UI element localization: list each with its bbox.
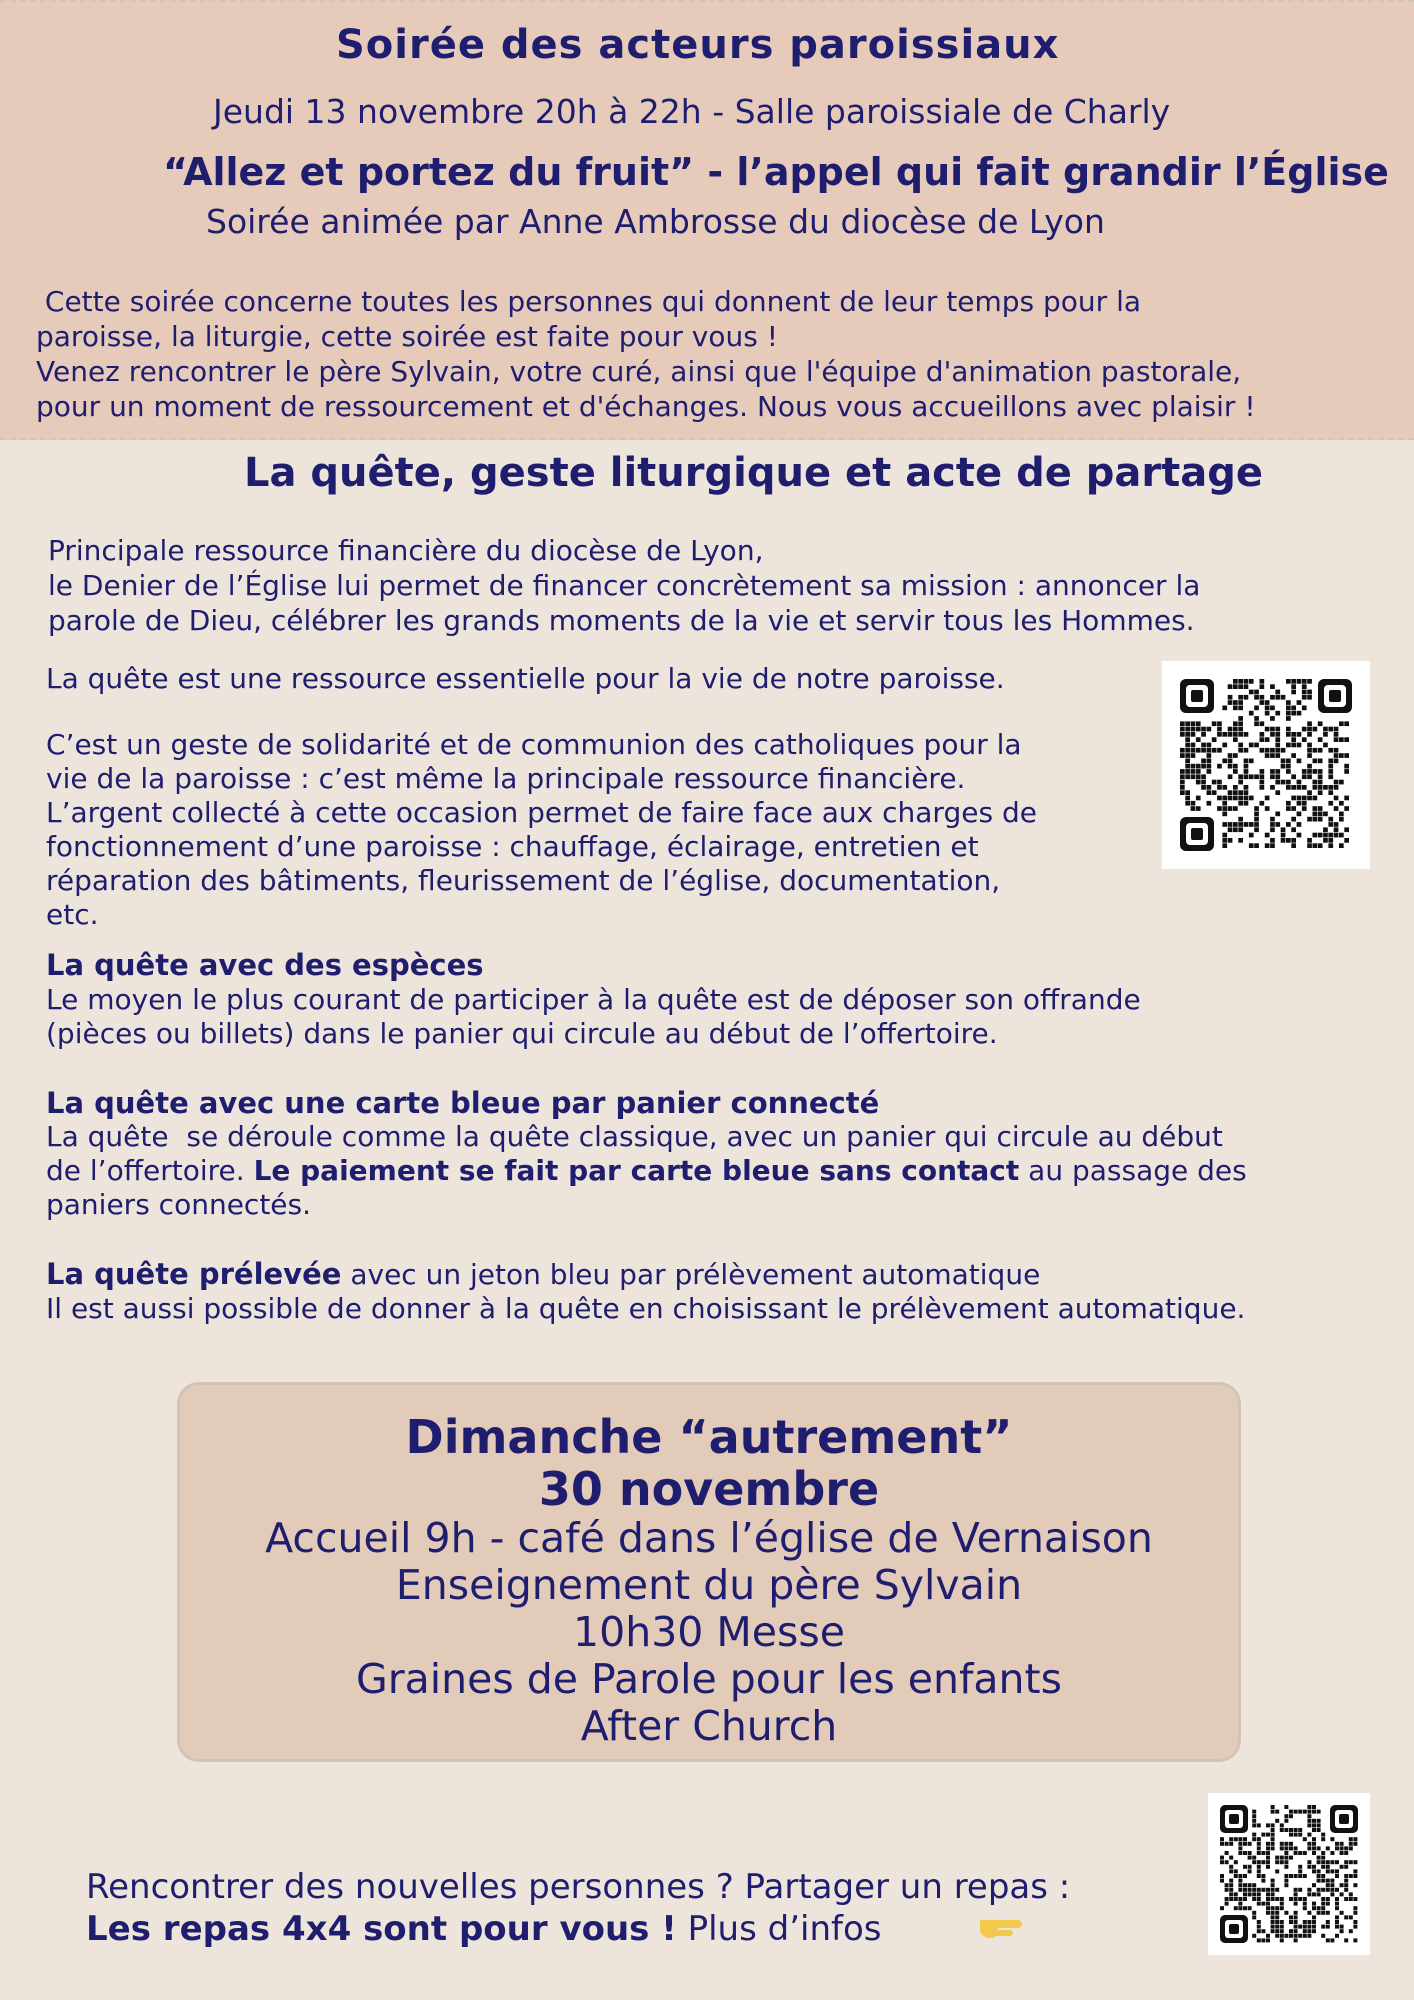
denier-line: parole de Dieu, célébrer les grands moments de la vie et servir tous les Hommes. [48, 604, 1195, 637]
dimanche-date: 30 novembre [538, 1462, 880, 1516]
dimanche-line: 10h30 Messe [573, 1608, 845, 1656]
solidarite-line: C’est un geste de solidarité et de communion des catholiques pour la [46, 728, 1022, 761]
solidarite-line: fonctionnement d’une paroisse : chauffage, éclairage, entretien et [46, 830, 979, 863]
prelevee-paragraph [46, 1257, 1245, 1326]
footer-line1: Rencontrer des nouvelles personnes ? Partager un repas : [86, 1867, 1071, 1907]
carte-line: La quête se déroule comme la quête classique, avec un panier qui circule au début [46, 1120, 1223, 1153]
carte-title: La quête avec une carte bleue par panier connecté [46, 1086, 880, 1120]
soiree-line: pour un moment de ressourcement et d'échanges. Nous vous accueillons avec plaisir ! [36, 390, 1256, 423]
footer-text [86, 1866, 1070, 1950]
soiree-line: Cette soirée concerne toutes les personnes qui donnent de leur temps pour la [36, 285, 1142, 318]
dimanche-box [177, 1382, 1241, 1762]
carte-line-start: de l’offertoire. [46, 1154, 254, 1187]
qr-code-icon[interactable] [1208, 1793, 1370, 1955]
quete-title: La quête, geste liturgique et acte de partage [244, 450, 1263, 496]
prelevee-title: La quête prélevée [46, 1257, 342, 1291]
especes-paragraph [46, 983, 1141, 1051]
soiree-title: Soirée des acteurs paroissiaux [336, 22, 1060, 68]
essentielle-text: La quête est une ressource essentielle pour la vie de notre paroisse. [46, 662, 1005, 695]
solidarite-line: L’argent collecté à cette occasion permet de faire face aux charges de [46, 796, 1037, 829]
denier-paragraph [48, 533, 1200, 638]
dimanche-line: After Church [580, 1702, 838, 1750]
solidarite-paragraph [46, 728, 1037, 932]
soiree-line: paroisse, la liturgie, cette soirée est faite pour vous ! [36, 320, 778, 353]
footer-bold: Les repas 4x4 sont pour vous ! [86, 1909, 677, 1949]
dimanche-line: Graines de Parole pour les enfants [356, 1655, 1062, 1703]
footer-line2 [86, 1908, 1070, 1950]
especes-line: (pièces ou billets) dans le panier qui circule au début de l’offertoire. [46, 1017, 998, 1050]
carte-line: paniers connectés. [46, 1188, 312, 1221]
carte-line [46, 1154, 1247, 1188]
prelevee-line: Il est aussi possible de donner à la quête en choisissant le prélèvement automatique. [46, 1292, 1246, 1325]
footer-more-info[interactable]: Plus d’infos [676, 1909, 882, 1949]
soiree-line: Venez rencontrer le père Sylvain, votre curé, ainsi que l'équipe d'animation pastorale, [36, 355, 1242, 388]
carte-line-bold: Le paiement se fait par carte bleue sans contact [253, 1154, 1020, 1187]
soiree-theme: “Allez et portez du fruit” - l’appel qui fait grandir l’Église [163, 150, 1389, 194]
carte-line-end: au passage des [1019, 1154, 1247, 1187]
pointing-hand-icon [978, 1906, 1024, 1944]
denier-line: le Denier de l’Église lui permet de financer concrètement sa mission : annoncer la [48, 569, 1201, 602]
prelevee-title-rest: avec un jeton bleu par prélèvement automatique [341, 1258, 1041, 1291]
soiree-date: Jeudi 13 novembre 20h à 22h - Salle paroissiale de Charly [213, 92, 1171, 131]
prelevee-heading [46, 1257, 1245, 1292]
solidarite-line: vie de la paroisse : c’est même la principale ressource financière. [46, 762, 966, 795]
solidarite-line: etc. [46, 898, 99, 931]
carte-paragraph [46, 1120, 1247, 1222]
qr-code-icon[interactable] [1162, 661, 1370, 869]
solidarite-line: réparation des bâtiments, fleurissement de l’église, documentation, [46, 864, 1001, 897]
denier-line: Principale ressource financière du diocèse de Lyon, [48, 534, 764, 567]
especes-title: La quête avec des espèces [46, 948, 484, 982]
soiree-description [36, 284, 1256, 424]
dimanche-title: Dimanche “autrement” [405, 1410, 1013, 1464]
soiree-animator: Soirée animée par Anne Ambrosse du diocèse de Lyon [206, 202, 1105, 241]
dimanche-line: Enseignement du père Sylvain [395, 1561, 1023, 1609]
especes-line: Le moyen le plus courant de participer à la quête est de déposer son offrande [46, 983, 1141, 1016]
dimanche-line: Accueil 9h - café dans l’église de Vernaison [265, 1514, 1153, 1562]
